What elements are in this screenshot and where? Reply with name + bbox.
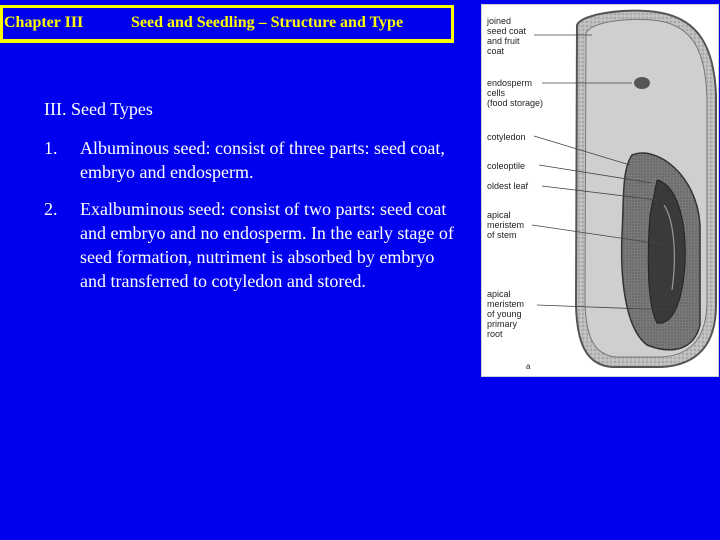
- panel-letter: a: [526, 362, 531, 371]
- label-apical-meristem-root: apical meristem of young primary root: [487, 289, 525, 339]
- label-coleoptile: coleoptile: [487, 161, 526, 171]
- seed-diagram: [481, 4, 719, 377]
- item-number: 1.: [44, 138, 58, 158]
- item-text: Albuminous seed: consist of three parts: seed coat, embryo and endosperm.: [80, 138, 445, 182]
- label-oldest-leaf: oldest leaf: [487, 181, 529, 191]
- chapter-label: Chapter III: [4, 14, 84, 31]
- section-heading: III. Seed Types: [44, 99, 153, 119]
- title-bar: [0, 5, 454, 43]
- label-apical-meristem-stem: apical meristem of stem: [487, 210, 525, 240]
- label-endosperm: endosperm cells (food storage): [487, 78, 544, 108]
- item-text: Exalbuminous seed: consist of two parts: seed coat and embryo and no endosperm. In the early stage of seed formation, nutriment is absorbed by embryo and transferred to cotyledon and stored.: [80, 199, 454, 291]
- item-number: 2.: [44, 199, 58, 219]
- label-cotyledon: cotyledon: [487, 132, 526, 142]
- label-seed-coat: joined seed coat and fruit coat: [487, 16, 527, 56]
- slide-title: Seed and Seedling – Structure and Type: [131, 14, 404, 31]
